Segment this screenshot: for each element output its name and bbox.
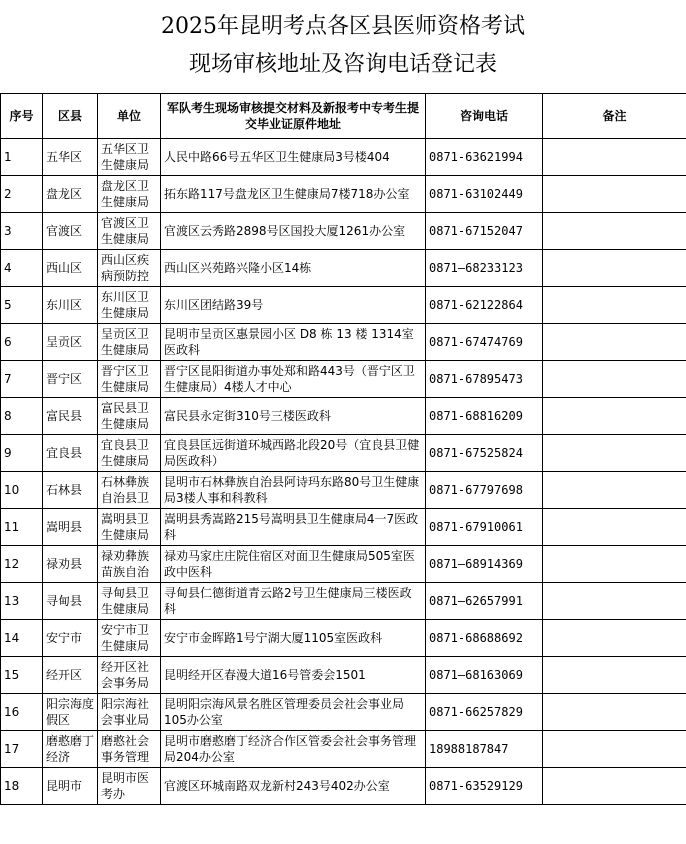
- cell-address-text: 嵩明县秀嵩路215号嵩明县卫生健康局4一7医政科: [164, 512, 419, 542]
- cell-district-text: 寻甸县: [46, 594, 83, 608]
- cell-district: [43, 509, 98, 546]
- cell-address: [161, 731, 426, 768]
- cell-address-text: 昆明经开区春漫大道16号管委会1501: [164, 668, 366, 682]
- cell-district: [43, 583, 98, 620]
- cell-address: [161, 361, 426, 398]
- cell-unit: [98, 324, 161, 361]
- cell-unit: [98, 250, 161, 287]
- cell-address: [161, 250, 426, 287]
- cell-address: [161, 398, 426, 435]
- cell-unit: [98, 435, 161, 472]
- cell-remark: [543, 546, 686, 583]
- cell-unit: [98, 694, 161, 731]
- cell-unit: [98, 472, 161, 509]
- cell-unit-text: 东川区卫生健康局: [101, 290, 150, 320]
- cell-unit: [98, 361, 161, 398]
- table-row: [1, 250, 686, 287]
- cell-remark: [543, 620, 686, 657]
- cell-unit: [98, 657, 161, 694]
- cell-num-text: 15: [4, 668, 20, 682]
- cell-unit-text: 盘龙区卫生健康局: [101, 179, 150, 209]
- cell-unit-text: 安宁市卫生健康局: [101, 623, 150, 653]
- cell-num-text: 3: [4, 224, 12, 238]
- cell-num: [1, 620, 43, 657]
- cell-district: [43, 731, 98, 768]
- cell-district: [43, 139, 98, 176]
- cell-district-text: 安宁市: [46, 631, 83, 645]
- cell-remark: [543, 472, 686, 509]
- table-row: [1, 731, 686, 768]
- cell-district-text: 阳宗海度假区: [46, 697, 94, 727]
- cell-phone-text: 0871-68688692: [429, 631, 523, 645]
- cell-unit-text: 阳宗海社会事业局: [101, 697, 150, 727]
- cell-district: [43, 694, 98, 731]
- cell-remark: [543, 287, 686, 324]
- cell-address-text: 西山区兴苑路兴隆小区14栋: [164, 261, 312, 275]
- cell-district: [43, 287, 98, 324]
- cell-district: [43, 213, 98, 250]
- cell-num-text: 17: [4, 742, 20, 756]
- cell-num: [1, 657, 43, 694]
- cell-unit: [98, 213, 161, 250]
- cell-address: [161, 176, 426, 213]
- cell-district-text: 晋宁区: [46, 372, 83, 386]
- cell-remark: [543, 398, 686, 435]
- cell-district-text: 富民县: [46, 409, 83, 423]
- cell-unit-text: 磨憨社会事务管理: [101, 734, 150, 764]
- cell-phone: [426, 250, 543, 287]
- cell-phone: [426, 546, 543, 583]
- cell-address: [161, 620, 426, 657]
- cell-unit: [98, 768, 161, 805]
- cell-unit-text: 呈贡区卫生健康局: [101, 327, 150, 357]
- cell-num: [1, 694, 43, 731]
- cell-district-text: 五华区: [46, 150, 83, 164]
- cell-unit: [98, 620, 161, 657]
- cell-num-text: 4: [4, 261, 12, 275]
- cell-remark: [543, 361, 686, 398]
- cell-unit: [98, 287, 161, 324]
- header-num: 序号: [1, 94, 43, 139]
- cell-address-text: 东川区团结路39号: [164, 298, 264, 312]
- table-row: [1, 398, 686, 435]
- cell-phone-text: 18988187847: [429, 742, 509, 756]
- cell-address: [161, 324, 426, 361]
- table-row: [1, 287, 686, 324]
- cell-num: [1, 176, 43, 213]
- cell-phone: [426, 768, 543, 805]
- cell-remark: [543, 139, 686, 176]
- cell-district: [43, 657, 98, 694]
- cell-num-text: 1: [4, 150, 12, 164]
- cell-phone-text: 0871-66257829: [429, 705, 523, 719]
- cell-unit-text: 禄劝彝族苗族自治: [101, 549, 150, 579]
- cell-num-text: 9: [4, 446, 12, 460]
- cell-address-text: 拓东路117号盘龙区卫生健康局7楼718办公室: [164, 187, 410, 201]
- cell-address-text: 人民中路66号五华区卫生健康局3号楼404: [164, 150, 390, 164]
- cell-remark: [543, 435, 686, 472]
- cell-num-text: 11: [4, 520, 20, 534]
- cell-remark: [543, 509, 686, 546]
- table-row: [1, 361, 686, 398]
- cell-address: [161, 472, 426, 509]
- table-row: [1, 546, 686, 583]
- cell-remark: [543, 176, 686, 213]
- cell-unit: [98, 731, 161, 768]
- cell-num: [1, 361, 43, 398]
- cell-phone: [426, 472, 543, 509]
- cell-num-text: 6: [4, 335, 12, 349]
- cell-remark: [543, 583, 686, 620]
- cell-phone: [426, 139, 543, 176]
- cell-district-text: 石林县: [46, 483, 83, 497]
- cell-num: [1, 546, 43, 583]
- cell-address-text: 昆明阳宗海风景名胜区管理委员会社会事业局105办公室: [164, 697, 405, 727]
- table-row: [1, 139, 686, 176]
- cell-address-text: 昆明市磨憨磨丁经济合作区管委会社会事务管理局204办公室: [164, 734, 417, 764]
- cell-phone-text: 0871-67474769: [429, 335, 523, 349]
- cell-unit-text: 寻甸县卫生健康局: [101, 586, 150, 616]
- cell-address: [161, 546, 426, 583]
- table-row: [1, 583, 686, 620]
- cell-unit-text: 西山区疾病预防控: [101, 253, 150, 283]
- cell-phone-text: 0871-63621994: [429, 150, 523, 164]
- cell-num-text: 13: [4, 594, 20, 608]
- cell-phone-text: 0871-67525824: [429, 446, 523, 460]
- cell-num-text: 5: [4, 298, 12, 312]
- cell-address: [161, 509, 426, 546]
- cell-phone-text: 0871-63102449: [429, 187, 523, 201]
- cell-district-text: 磨憨磨丁经济: [46, 734, 94, 764]
- cell-phone: [426, 657, 543, 694]
- cell-phone-text: 0871-67895473: [429, 372, 523, 386]
- cell-phone: [426, 731, 543, 768]
- table-row: [1, 435, 686, 472]
- cell-num: [1, 213, 43, 250]
- cell-num-text: 8: [4, 409, 12, 423]
- registration-table: [0, 93, 686, 805]
- table-row: [1, 768, 686, 805]
- cell-unit-text: 宜良县卫生健康局: [101, 438, 150, 468]
- cell-phone: [426, 176, 543, 213]
- cell-district-text: 西山区: [46, 261, 83, 275]
- cell-address-text: 晋宁区昆阳街道办事处郑和路443号（晋宁区卫生健康局）4楼人才中心: [164, 364, 415, 394]
- cell-num-text: 10: [4, 483, 20, 497]
- table-header-row: [1, 94, 686, 139]
- cell-district: [43, 398, 98, 435]
- cell-district-text: 呈贡区: [46, 335, 83, 349]
- cell-phone: [426, 435, 543, 472]
- cell-num-text: 16: [4, 705, 20, 719]
- cell-phone: [426, 324, 543, 361]
- cell-phone: [426, 398, 543, 435]
- cell-district: [43, 250, 98, 287]
- cell-num: [1, 250, 43, 287]
- cell-unit-text: 嵩明县卫生健康局: [101, 512, 150, 542]
- cell-address-text: 寻甸县仁德街道青云路2号卫生健康局三楼医政科: [164, 586, 412, 616]
- cell-phone-text: 0871—62657991: [429, 594, 523, 608]
- table-row: [1, 213, 686, 250]
- cell-num: [1, 398, 43, 435]
- cell-num: [1, 435, 43, 472]
- cell-address-text: 禄劝马家庄庄院住宿区对面卫生健康局505室医政中医科: [164, 549, 415, 579]
- cell-district: [43, 435, 98, 472]
- table-body: [1, 139, 686, 805]
- table-row: [1, 472, 686, 509]
- cell-phone-text: 0871—68163069: [429, 668, 523, 682]
- cell-phone: [426, 287, 543, 324]
- document-title-line1: 2025年昆明考点各区县医师资格考试: [161, 14, 525, 39]
- cell-num-text: 18: [4, 779, 20, 793]
- cell-district: [43, 176, 98, 213]
- header-address: 军队考生现场审核提交材料及新报考中专考生提交毕业证原件地址: [161, 94, 426, 139]
- cell-district: [43, 768, 98, 805]
- cell-num-text: 7: [4, 372, 12, 386]
- cell-address-text: 官渡区环城南路双龙新村243号402办公室: [164, 779, 390, 793]
- cell-address: [161, 768, 426, 805]
- cell-address: [161, 287, 426, 324]
- cell-remark: [543, 324, 686, 361]
- cell-address: [161, 435, 426, 472]
- cell-num-text: 12: [4, 557, 20, 571]
- cell-district-text: 嵩明县: [46, 520, 83, 534]
- cell-phone: [426, 694, 543, 731]
- cell-phone: [426, 509, 543, 546]
- cell-address-text: 官渡区云秀路2898号区国投大厦1261办公室: [164, 224, 406, 238]
- cell-remark: [543, 250, 686, 287]
- cell-unit: [98, 139, 161, 176]
- cell-phone-text: 0871-67152047: [429, 224, 523, 238]
- cell-phone-text: 0871-63529129: [429, 779, 523, 793]
- cell-num: [1, 731, 43, 768]
- cell-unit-text: 晋宁区卫生健康局: [101, 364, 150, 394]
- cell-phone-text: 0871-68816209: [429, 409, 523, 423]
- header-remark: 备注: [543, 94, 686, 139]
- cell-district-text: 经开区: [46, 668, 83, 682]
- cell-district: [43, 472, 98, 509]
- header-unit: 单位: [98, 94, 161, 139]
- cell-num: [1, 139, 43, 176]
- cell-unit: [98, 546, 161, 583]
- cell-district-text: 宜良县: [46, 446, 83, 460]
- cell-address-text: 安宁市金晖路1号宁湖大厦1105室医政科: [164, 631, 383, 645]
- cell-unit: [98, 398, 161, 435]
- table-row: [1, 324, 686, 361]
- cell-district-text: 东川区: [46, 298, 83, 312]
- cell-district: [43, 620, 98, 657]
- cell-district-text: 盘龙区: [46, 187, 83, 201]
- cell-phone: [426, 583, 543, 620]
- cell-remark: [543, 768, 686, 805]
- cell-num-text: 2: [4, 187, 12, 201]
- cell-phone: [426, 620, 543, 657]
- cell-unit-text: 经开区社会事务局: [101, 660, 150, 690]
- document-title-line2: 现场审核地址及咨询电话登记表: [188, 52, 497, 77]
- cell-num: [1, 768, 43, 805]
- table-row: [1, 657, 686, 694]
- cell-unit: [98, 509, 161, 546]
- cell-unit-text: 昆明市医考办: [101, 771, 150, 801]
- table-row: [1, 694, 686, 731]
- cell-num: [1, 472, 43, 509]
- cell-remark: [543, 657, 686, 694]
- cell-district-text: 昆明市: [46, 779, 83, 793]
- cell-address: [161, 694, 426, 731]
- cell-remark: [543, 694, 686, 731]
- cell-unit: [98, 176, 161, 213]
- cell-remark: [543, 731, 686, 768]
- cell-phone-text: 0871-67797698: [429, 483, 523, 497]
- cell-address-text: 富民县永定街310号三楼医政科: [164, 409, 331, 423]
- cell-district-text: 禄劝县: [46, 557, 83, 571]
- table-row: [1, 176, 686, 213]
- cell-address-text: 宜良县匡远街道环城西路北段20号（宜良县卫健局医政科）: [164, 438, 420, 468]
- cell-phone: [426, 361, 543, 398]
- table-row: [1, 509, 686, 546]
- cell-unit-text: 富民县卫生健康局: [101, 401, 150, 431]
- cell-district-text: 官渡区: [46, 224, 83, 238]
- cell-unit-text: 石林彝族自治县卫: [101, 475, 150, 505]
- cell-district: [43, 546, 98, 583]
- header-district: 区县: [43, 94, 98, 139]
- cell-num: [1, 287, 43, 324]
- cell-phone-text: 0871-62122864: [429, 298, 523, 312]
- cell-address: [161, 583, 426, 620]
- cell-phone: [426, 213, 543, 250]
- cell-num-text: 14: [4, 631, 20, 645]
- cell-num: [1, 509, 43, 546]
- cell-phone-text: 0871—68914369: [429, 557, 523, 571]
- cell-num: [1, 583, 43, 620]
- cell-unit-text: 官渡区卫生健康局: [101, 216, 150, 246]
- cell-address-text: 昆明市石林彝族自治县阿诗玛东路80号卫生健康局3楼人事和科教科: [164, 475, 420, 505]
- cell-remark: [543, 213, 686, 250]
- cell-district: [43, 361, 98, 398]
- cell-address: [161, 657, 426, 694]
- cell-num: [1, 324, 43, 361]
- header-phone: 咨询电话: [426, 94, 543, 139]
- cell-address: [161, 139, 426, 176]
- cell-phone-text: 0871-67910061: [429, 520, 523, 534]
- cell-unit-text: 五华区卫生健康局: [101, 142, 150, 172]
- cell-address: [161, 213, 426, 250]
- cell-phone-text: 0871—68233123: [429, 261, 523, 275]
- cell-address-text: 昆明市呈贡区惠景园小区 D8 栋 13 楼 1314室医政科: [164, 327, 414, 357]
- cell-district: [43, 324, 98, 361]
- table-row: [1, 620, 686, 657]
- cell-unit: [98, 583, 161, 620]
